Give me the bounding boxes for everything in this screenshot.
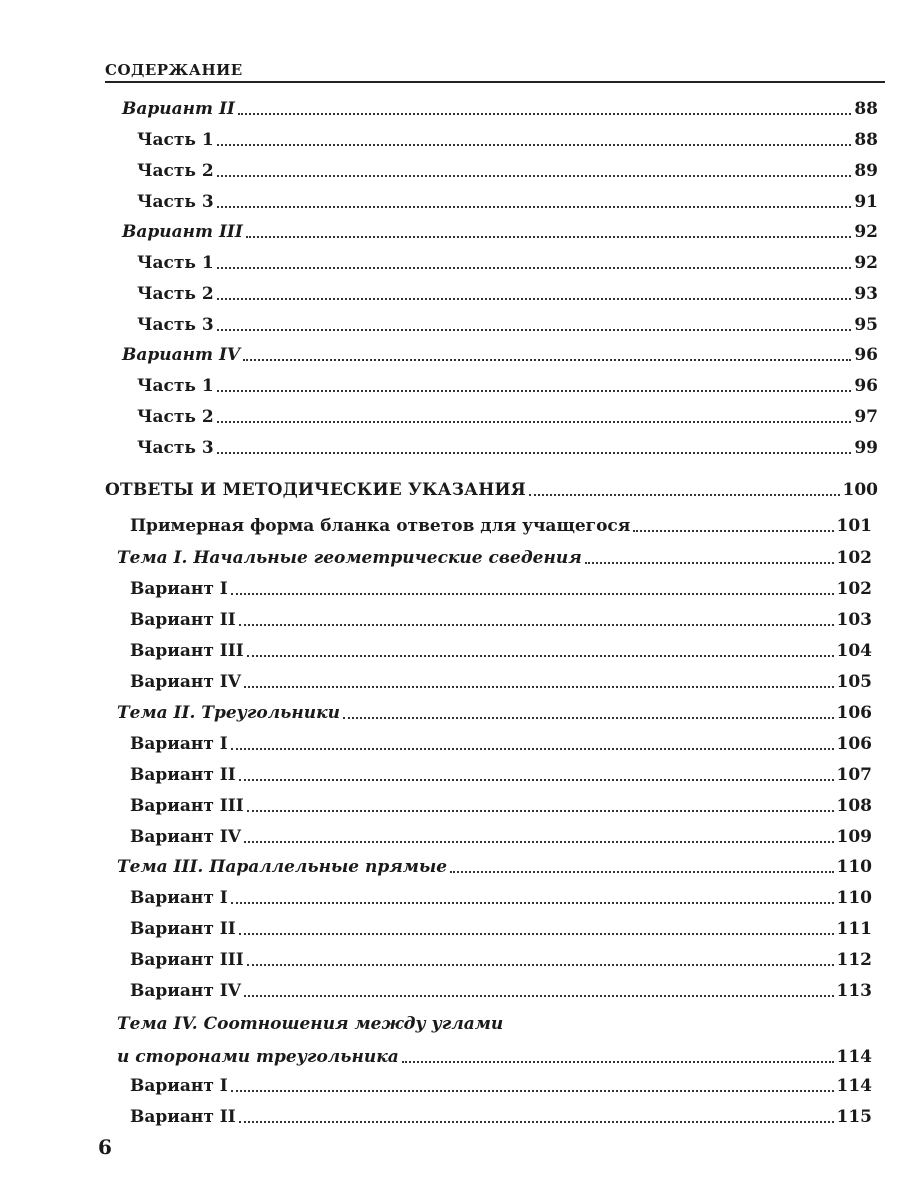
toc-entry-page: 104 [836, 641, 872, 661]
toc-entry [137, 282, 878, 306]
toc-entry-label: Вариант II [130, 919, 236, 939]
leader-dots [244, 995, 834, 997]
toc-entry-label: Часть 2 [137, 284, 214, 304]
toc-entry-label: Тема IV. Соотношения между углами [117, 1014, 504, 1034]
toc-entry-label: Тема II. Треугольники [117, 703, 341, 723]
toc-entry [117, 855, 872, 879]
toc-entry [130, 1105, 872, 1129]
toc-entry-label: Тема III. Параллельные прямые [117, 857, 448, 877]
toc-entry-page: 102 [836, 579, 872, 599]
toc-entry [122, 343, 878, 367]
leader-dots [217, 452, 852, 454]
leader-dots [231, 593, 834, 595]
leader-dots [402, 1061, 834, 1063]
toc-entry-page: 88 [854, 130, 878, 150]
leader-dots [633, 530, 833, 532]
toc-entry-page: 91 [854, 192, 878, 212]
toc-entry-label: Часть 2 [137, 161, 214, 181]
leader-dots [343, 717, 833, 719]
leader-dots [247, 810, 834, 812]
leader-dots [231, 1090, 834, 1092]
leader-dots [239, 933, 834, 935]
toc-entry-page: 102 [836, 548, 872, 568]
leader-dots [247, 655, 834, 657]
toc-entry-page: 97 [854, 407, 878, 427]
toc-entry-page: 110 [836, 888, 872, 908]
header-title: СОДЕРЖАНИЕ [105, 61, 243, 79]
toc-entry [130, 825, 872, 849]
leader-dots [231, 902, 834, 904]
page-number: 6 [98, 1135, 112, 1159]
toc-entry [117, 1045, 872, 1069]
toc-entry-label: Вариант I [130, 888, 228, 908]
toc-entry-label: Вариант III [130, 950, 244, 970]
toc-entry [105, 478, 878, 502]
toc-entry-page: 88 [854, 99, 878, 119]
leader-dots [246, 236, 852, 238]
toc-entry [137, 190, 878, 214]
toc-entry-label: Вариант III [130, 641, 244, 661]
toc-entry [130, 979, 872, 1003]
leader-dots [217, 267, 852, 269]
toc-entry-label: Часть 1 [137, 253, 214, 273]
toc-entry-page: 115 [836, 1107, 872, 1127]
toc-entry-page: 110 [836, 857, 872, 877]
leader-dots [244, 686, 834, 688]
toc-entry-page: 114 [836, 1076, 872, 1096]
toc-entry [137, 159, 878, 183]
toc-entry-page: 92 [854, 222, 878, 242]
toc-entry [137, 374, 878, 398]
toc-entry [137, 128, 878, 152]
toc-entry [130, 577, 872, 601]
toc-entry [130, 948, 872, 972]
toc-entry [122, 97, 878, 121]
toc-entry-page: 101 [836, 516, 872, 536]
leader-dots [239, 624, 834, 626]
toc-entry-page: 93 [854, 284, 878, 304]
leader-dots [238, 113, 851, 115]
toc-entry [130, 763, 872, 787]
leader-dots [217, 206, 852, 208]
toc-entry-label: Часть 1 [137, 130, 214, 150]
leader-dots [239, 1121, 834, 1123]
leader-dots [217, 329, 852, 331]
toc-entry-label: Часть 3 [137, 315, 214, 335]
leader-dots [529, 494, 840, 496]
toc-entry-label: Вариант II [130, 765, 236, 785]
toc-entry [130, 1074, 872, 1098]
toc-entry-label: Часть 3 [137, 438, 214, 458]
toc-entry-label: Вариант II [130, 610, 236, 630]
toc-entry-label: Вариант I [130, 579, 228, 599]
toc-entry [130, 886, 872, 910]
toc-entry [122, 220, 878, 244]
leader-dots [244, 841, 834, 843]
toc-entry [137, 313, 878, 337]
leader-dots [217, 421, 852, 423]
toc-entry-label: ОТВЕТЫ И МЕТОДИЧЕСКИЕ УКАЗАНИЯ [105, 480, 526, 500]
toc-entry-label: Часть 3 [137, 192, 214, 212]
toc-entry-page: 89 [854, 161, 878, 181]
toc-entry [117, 1012, 872, 1036]
leader-dots [247, 964, 834, 966]
leader-dots [231, 748, 834, 750]
toc-entry [130, 794, 872, 818]
toc-entry-label: Вариант II [122, 99, 235, 119]
leader-dots [217, 298, 852, 300]
toc-entry-page: 106 [836, 703, 872, 723]
toc-entry-page: 95 [854, 315, 878, 335]
toc-entry-page: 111 [836, 919, 872, 939]
toc-entry-page: 113 [836, 981, 872, 1001]
toc-entry-page: 96 [854, 345, 878, 365]
toc-entry-page: 112 [836, 950, 872, 970]
toc-entry [130, 639, 872, 663]
toc-entry-page: 96 [854, 376, 878, 396]
toc-entry [117, 546, 872, 570]
toc-entry-label: Вариант II [130, 1107, 236, 1127]
toc-entry-label: Вариант I [130, 1076, 228, 1096]
toc-entry-page: 106 [836, 734, 872, 754]
toc-entry-label: Вариант III [130, 796, 244, 816]
toc-entry-page: 100 [842, 480, 878, 500]
toc-entry [130, 670, 872, 694]
leader-dots [585, 562, 834, 564]
toc-entry-page: 108 [836, 796, 872, 816]
toc-entry-label: Часть 1 [137, 376, 214, 396]
toc-entry-label: Вариант IV [130, 672, 241, 692]
toc-entry [137, 405, 878, 429]
toc-entry-label: Вариант IV [122, 345, 241, 365]
leader-dots [450, 871, 833, 873]
leader-dots [217, 390, 852, 392]
toc-entry [137, 436, 878, 460]
toc-entry [130, 732, 872, 756]
toc-entry-page: 105 [836, 672, 872, 692]
toc-entry-label: Примерная форма бланка ответов для учащегося [130, 516, 631, 536]
toc-entry-page: 103 [836, 610, 872, 630]
toc-entry [130, 917, 872, 941]
leader-dots [217, 144, 852, 146]
leader-dots [239, 779, 834, 781]
toc-entry-label: Вариант IV [130, 827, 241, 847]
toc-entry-page: 92 [854, 253, 878, 273]
toc-entry-label: Вариант III [122, 222, 243, 242]
toc-entry [130, 608, 872, 632]
toc-entry-page: 114 [836, 1047, 872, 1067]
toc-entry [137, 251, 878, 275]
toc-entry-label: Вариант IV [130, 981, 241, 1001]
toc-entry-label: и сторонами треугольника [117, 1047, 399, 1067]
leader-dots [243, 359, 851, 361]
toc-entry-page: 107 [836, 765, 872, 785]
toc-entry-page: 109 [836, 827, 872, 847]
toc-entry-label: Часть 2 [137, 407, 214, 427]
toc-entry-label: Вариант I [130, 734, 228, 754]
toc-entry-label: Тема I. Начальные геометрические сведения [117, 548, 582, 568]
toc-entry [117, 701, 872, 725]
leader-dots [217, 175, 852, 177]
toc-entry-page: 99 [854, 438, 878, 458]
toc-entry [130, 514, 872, 538]
